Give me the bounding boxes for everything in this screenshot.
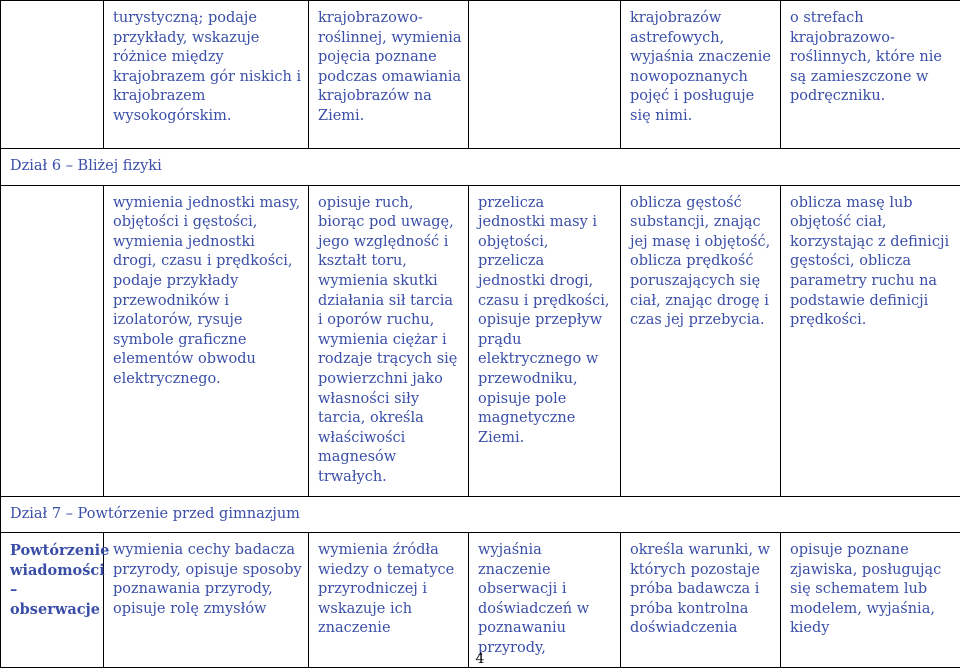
section-heading: Dział 7 – Powtórzenie przed gimnazjum	[1, 496, 960, 533]
requirement-cell: określa warunki, w których pozostaje próba badawcza i próba kontrolna doświadczenia	[621, 533, 781, 668]
requirement-cell: opisuje poznane zjawiska, posługując się schematem lub modelem, wyjaśnia, kiedy	[781, 533, 960, 668]
topic-cell	[1, 1, 104, 149]
requirement-cell: wymienia jednostki masy, objętości i gęstości, wymienia jednostki drogi, czasu i prędkości, podaje przykłady przewodników i izolatorów, rysuje symbole graficzne elementów obwodu elektrycznego.	[104, 185, 309, 496]
requirement-cell: oblicza gęstość substancji, znając jej masę i objętość, oblicza prędkość poruszających się ciał, znając drogę i czas jej przebycia.	[621, 185, 781, 496]
section-row	[1, 149, 960, 186]
section-heading: Dział 6 – Bliżej fizyki	[1, 149, 960, 186]
table-row	[1, 533, 960, 668]
requirement-cell: oblicza masę lub objętość ciał, korzystając z definicji gęstości, oblicza parametry ruchu na podstawie definicji prędkości.	[781, 185, 960, 496]
requirement-cell: wymienia cechy badacza przyrody, opisuje sposoby poznawania przyrody, opisuje rolę zmysłów	[104, 533, 309, 668]
requirement-cell: krajobrazów astrefowych, wyjaśnia znaczenie nowopoznanych pojęć i posługuje się nimi.	[621, 1, 781, 149]
requirement-cell: wymienia źródła wiedzy o tematyce przyrodniczej i wskazuje ich znaczenie	[309, 533, 469, 668]
topic-cell	[1, 185, 104, 496]
section-row	[1, 496, 960, 533]
requirement-cell: przelicza jednostki masy i objętości, przelicza jednostki drogi, czasu i prędkości, opisuje przepływ prądu elektrycznego w przewodniku, opisuje pole magnetyczne Ziemi.	[469, 185, 621, 496]
requirement-cell: o strefach krajobrazowo-roślinnych, które nie są zamieszczone w podręczniku.	[781, 1, 960, 149]
requirement-cell: opisuje ruch, biorąc pod uwagę, jego względność i kształt toru, wymienia skutki działania sił tarcia i oporów ruchu, wymienia ciężar i rodzaje trących się powierzchni jako własności siły tarcia, określa właściwości magnesów trwałych.	[309, 185, 469, 496]
requirement-cell: wyjaśnia znaczenie obserwacji i doświadczeń w poznawaniu przyrody,	[469, 533, 621, 668]
table-row	[1, 185, 960, 496]
requirement-cell	[469, 1, 621, 149]
requirement-cell: krajobrazowo-roślinnej, wymienia pojęcia poznane podczas omawiania krajobrazów na Ziemi.	[309, 1, 469, 149]
table-row	[1, 1, 960, 149]
topic-cell: Powtórzenie wiadomości – obserwacje	[1, 533, 104, 668]
page-number: 4	[475, 651, 485, 667]
requirement-cell: turystyczną; podaje przykłady, wskazuje różnice między krajobrazem gór niskich i krajobrazem wysokogórskim.	[104, 1, 309, 149]
